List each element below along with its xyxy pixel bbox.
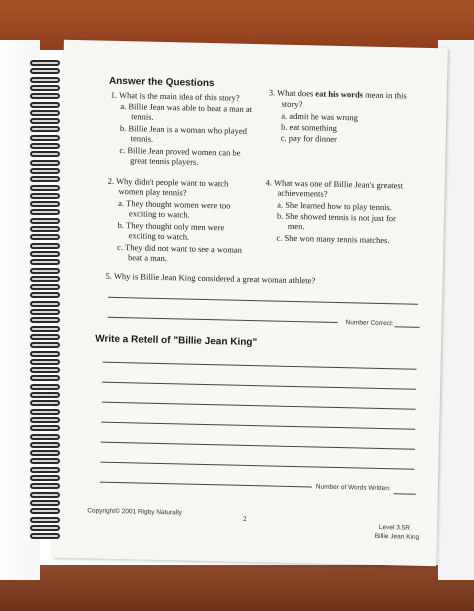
spiral-coil bbox=[30, 517, 60, 523]
q1-stem: 1. What is the main idea of this story? bbox=[110, 89, 240, 103]
spiral-coil bbox=[30, 508, 60, 514]
spiral-coil bbox=[30, 243, 60, 249]
spiral-coil bbox=[30, 251, 60, 257]
spiral-coil bbox=[30, 309, 60, 315]
spiral-coil bbox=[30, 301, 60, 307]
spiral-coil bbox=[30, 118, 60, 124]
q5-answer-line-1[interactable] bbox=[108, 297, 418, 305]
spiral-coil bbox=[30, 276, 60, 282]
q5-stem: 5. Why is Billie Jean King considered a great woman athlete? bbox=[105, 270, 316, 286]
q3-stem-post: mean in this bbox=[362, 89, 407, 101]
spiral-coil bbox=[30, 458, 60, 464]
q2-option-b-cont: exciting to watch. bbox=[128, 230, 190, 242]
retell-line-3[interactable] bbox=[102, 402, 416, 410]
q1-option-a-cont: tennis. bbox=[131, 111, 154, 122]
number-of-words-line[interactable] bbox=[394, 493, 416, 494]
q3-option-c: c. pay for dinner bbox=[280, 132, 338, 144]
q4-stem-cont: achievements? bbox=[277, 187, 328, 199]
retell-line-4[interactable] bbox=[101, 422, 415, 430]
spiral-coil bbox=[30, 375, 60, 381]
spiral-coil bbox=[30, 85, 60, 91]
q4-option-a: a. She learned how to play tennis. bbox=[277, 199, 393, 213]
title-footer: Billie Jean King bbox=[374, 532, 420, 541]
number-correct-line[interactable] bbox=[394, 326, 419, 328]
q3-stem-bold: eat his words bbox=[315, 88, 364, 100]
q2-option-b: b. They thought only men were bbox=[117, 219, 225, 233]
q5-answer-line-2[interactable] bbox=[108, 317, 338, 323]
q1-option-b-cont: tennis. bbox=[130, 133, 154, 144]
spiral-coil bbox=[30, 292, 60, 298]
q4-option-b: b. She showed tennis is not just for bbox=[276, 210, 397, 224]
page-number: 2 bbox=[243, 514, 247, 523]
q2-option-a-cont: exciting to watch. bbox=[128, 208, 190, 220]
spiral-coil bbox=[30, 176, 60, 182]
spiral-coil bbox=[30, 367, 60, 373]
spiral-coil bbox=[30, 77, 60, 83]
level-footer: Level 3.5R bbox=[378, 523, 411, 532]
retell-heading: Write a Retell of "Billie Jean King" bbox=[95, 333, 258, 349]
spiral-coil bbox=[30, 93, 60, 99]
spiral-coil bbox=[30, 110, 60, 116]
q1-option-b: b. Billie Jean is a woman who played bbox=[119, 123, 248, 136]
q1-option-c: c. Billie Jean proved women can be bbox=[119, 144, 241, 158]
spiral-coil bbox=[30, 143, 60, 149]
spiral-coil bbox=[30, 417, 60, 423]
spiral-coil bbox=[30, 193, 60, 199]
spiral-binding bbox=[30, 60, 66, 560]
q4-stem: 4. What was one of Billie Jean's greatest bbox=[265, 177, 404, 191]
spiral-coil bbox=[30, 334, 60, 340]
spiral-coil bbox=[30, 68, 60, 74]
spiral-coil bbox=[30, 201, 60, 207]
spiral-coil bbox=[30, 425, 60, 431]
q1-option-a: a. Billie Jean was able to beat a man at bbox=[120, 101, 253, 114]
spiral-coil bbox=[30, 525, 60, 531]
spiral-coil bbox=[30, 60, 60, 66]
q2-option-c: c. They did not want to see a woman bbox=[117, 241, 243, 255]
spiral-coil bbox=[30, 268, 60, 274]
q2-option-c-cont: beat a man. bbox=[127, 252, 168, 264]
worksheet-page bbox=[52, 40, 448, 567]
q2-stem-cont: women play tennis? bbox=[118, 185, 187, 198]
spiral-coil bbox=[30, 467, 60, 473]
spiral-coil bbox=[30, 135, 60, 141]
spiral-coil bbox=[30, 185, 60, 191]
spiral-coil bbox=[30, 259, 60, 265]
q3-option-b: b. eat something bbox=[280, 121, 338, 133]
spiral-coil bbox=[30, 384, 60, 390]
spiral-coil bbox=[30, 342, 60, 348]
spiral-coil bbox=[30, 450, 60, 456]
spiral-coil bbox=[30, 226, 60, 232]
spiral-coil bbox=[30, 483, 60, 489]
spiral-coil bbox=[30, 351, 60, 357]
q3-stem-cont: story? bbox=[281, 98, 303, 110]
spiral-coil bbox=[30, 492, 60, 498]
spiral-coil bbox=[30, 326, 60, 332]
spiral-coil bbox=[30, 359, 60, 365]
retell-line-7[interactable] bbox=[100, 482, 312, 488]
spiral-coil bbox=[30, 400, 60, 406]
q3-stem-pre: 3. What does bbox=[268, 87, 316, 99]
spiral-coil bbox=[30, 533, 60, 539]
q3-option-a: a. admit he was wrong bbox=[281, 110, 359, 123]
spiral-coil bbox=[30, 392, 60, 398]
spiral-coil bbox=[30, 284, 60, 290]
spiral-coil bbox=[30, 409, 60, 415]
spiral-coil bbox=[30, 475, 60, 481]
spiral-coil bbox=[30, 317, 60, 323]
answer-questions-heading: Answer the Questions bbox=[108, 75, 215, 90]
spiral-coil bbox=[30, 126, 60, 132]
spiral-coil bbox=[30, 500, 60, 506]
spiral-coil bbox=[30, 102, 60, 108]
retell-line-2[interactable] bbox=[102, 382, 416, 390]
spiral-coil bbox=[30, 442, 60, 448]
q4-option-b-cont: men. bbox=[287, 220, 305, 232]
spiral-coil bbox=[30, 209, 60, 215]
spiral-coil bbox=[30, 151, 60, 157]
q4-option-c: c. She won many tennis matches. bbox=[276, 232, 390, 246]
spiral-coil bbox=[30, 160, 60, 166]
q2-option-a: a. They thought women were too bbox=[118, 197, 231, 211]
q1-option-c-cont: great tennis players. bbox=[130, 155, 199, 167]
spiral-coil bbox=[30, 434, 60, 440]
spiral-coil bbox=[30, 234, 60, 240]
q2-stem: 2. Why didn't people want to watch bbox=[107, 175, 229, 189]
number-correct-label: Number Correct: bbox=[345, 319, 394, 328]
retell-line-5[interactable] bbox=[101, 442, 415, 450]
spiral-coil bbox=[30, 168, 60, 174]
spiral-coil bbox=[30, 218, 60, 224]
copyright-footer: Copyright© 2001 Rigby Naturally bbox=[87, 507, 183, 517]
desk-surface-bottom bbox=[0, 565, 474, 611]
number-of-words-label: Number of Words Written: bbox=[315, 483, 391, 493]
retell-line-6[interactable] bbox=[100, 462, 414, 470]
retell-line-1[interactable] bbox=[103, 362, 417, 370]
